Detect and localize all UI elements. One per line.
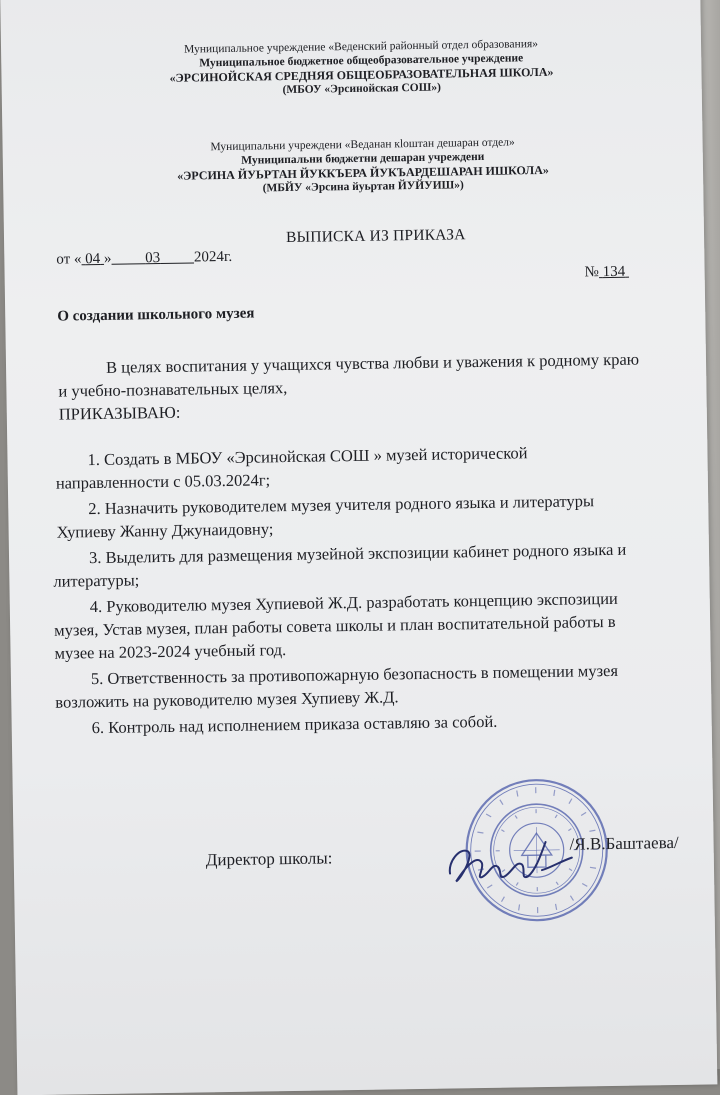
header-ce-line4: (МБЙУ «Эрсина йуьртан ЙУЙУИШ»): [262, 179, 464, 195]
header-ru-line4: (МБОУ «Эрсинойская СОШ»): [282, 81, 441, 97]
signature-icon: [441, 831, 582, 893]
date-sep: »: [103, 250, 112, 267]
date-day: 04: [85, 250, 101, 268]
director-name: /Я.В.Баштаева/: [569, 832, 679, 854]
order-item: 3. Выделить для размещения музейной экспозиции кабинет родного языка и литературы;: [53, 539, 627, 591]
header-ce-line3: «ЭРСИНА ЙУЬРТАН ЙУККЪЕРА ЙУКЪАРДЕШАРАН ИШКОЛА»: [177, 162, 549, 183]
director-label: Директор школы:: [205, 848, 333, 870]
header-ru-line3: «ЭРСИНОЙСКАЯ СРЕДНЯЯ ОБЩЕОБРАЗОВАТЕЛЬНАЯ ШКОЛА»: [169, 64, 554, 85]
date-year: 2024г.: [193, 248, 233, 266]
number-value: 134: [602, 263, 626, 281]
order-word: ПРИКАЗЫВАЮ:: [58, 402, 181, 424]
intro-line1: В целях воспитания у учащихся чувства любви и уважения к родному краю: [105, 349, 640, 377]
order-item: 6. Контроль над исполнением приказа оставляю за собой.: [91, 711, 498, 738]
header-ru-line1: Муниципальное учреждение «Веденский районный отдел образования»: [184, 38, 539, 56]
number-prefix: №: [584, 264, 600, 281]
order-item: 1. Создать в МБОУ «Эрсинойская СОШ » музей исторической направленности с 05.03.2024г;: [55, 443, 528, 493]
order-item: 5. Ответственность за противопожарную безопасность в помещении музея возложить на руководителю музея Хупиеву Ж.Д.: [55, 660, 619, 712]
header-ru-line2: Муниципальное бюджетное общеобразовательное учреждение: [199, 52, 524, 70]
order-intro: [44, 347, 695, 426]
order-item: 4. Руководителю музея Хупиевой Ж.Д. разработать концепцию экспозиции музея, Устав музея, план работы совета школы и план воспитательной работы в музее на 2023-2024 учебный год.: [54, 588, 618, 663]
order-subject: О создании школьного музея: [57, 305, 255, 325]
order-items: [45, 439, 700, 743]
date-month: 03: [145, 250, 161, 267]
date-prefix: от «: [56, 251, 82, 268]
order-date: [56, 249, 232, 269]
order-item: 2. Назначить руководителем музея учителя родного языка и литературы Хупиеву Жанну Джунаидовну;: [56, 491, 595, 542]
document-title: ВЫПИСКА ИЗ ПРИКАЗА: [285, 226, 466, 247]
header-ce-line2: Муниципальни бюджетни дешаран учреждени: [241, 150, 485, 167]
chechen-letterhead: [133, 134, 594, 197]
header-ce-line1: Муниципальни учреждени «Веданан кlоштан дешаран отдел»: [210, 136, 515, 154]
order-number: [584, 264, 629, 282]
intro-line2: и учебно-познавательных целях,: [58, 378, 288, 401]
russian-letterhead: [131, 36, 592, 99]
